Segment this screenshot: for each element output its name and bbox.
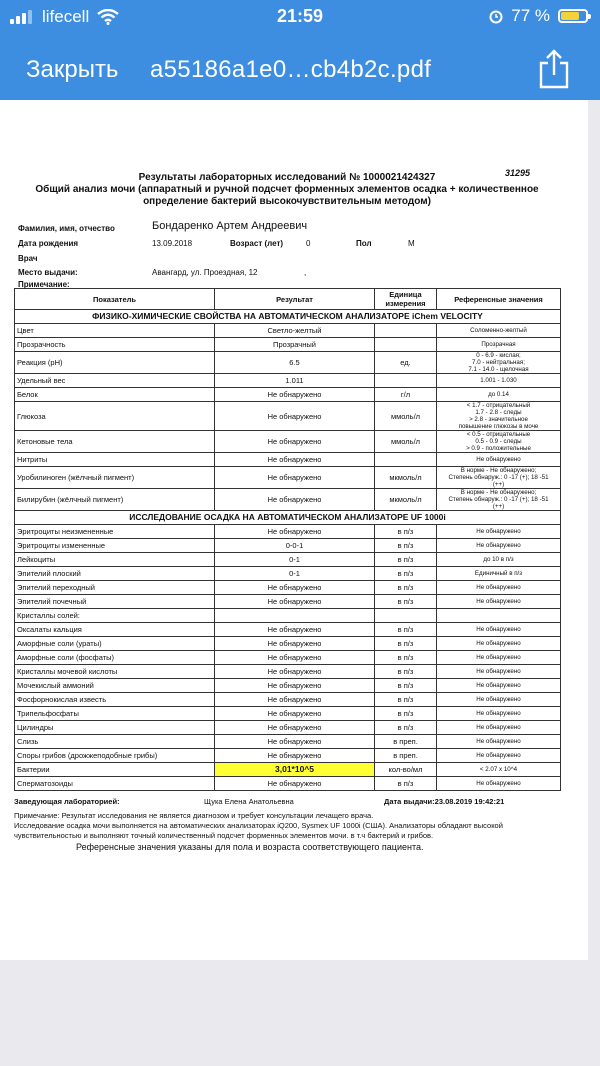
cell-unit: в п/з: [375, 581, 437, 595]
cell-name: Нитриты: [15, 453, 215, 467]
cell-name: Эритроциты неизмененные: [15, 525, 215, 539]
cell-unit: в п/з: [375, 539, 437, 553]
cell-ref: Не обнаружено: [437, 539, 561, 553]
cell-name: Мочекислый аммоний: [15, 679, 215, 693]
lab-report: [14, 168, 560, 852]
col-header: Единица измерения: [375, 289, 437, 310]
cell-result: Не обнаружено: [215, 595, 375, 609]
cell-ref: Не обнаружено: [437, 721, 561, 735]
table-row: [15, 525, 561, 539]
sex-label: Пол: [356, 239, 372, 248]
table-row: [15, 374, 561, 388]
issue-date: Дата выдачи:23.08.2019 19:42:21: [384, 797, 505, 806]
table-row: [15, 453, 561, 467]
cell-ref: Соломенно-желтый: [437, 324, 561, 338]
cell-result: Не обнаружено: [215, 489, 375, 511]
cell-name: Кристаллы солей:: [15, 609, 215, 623]
cell-result: 6.5: [215, 352, 375, 374]
table-row: [15, 707, 561, 721]
cell-ref: Не обнаружено: [437, 623, 561, 637]
cell-ref: < 0.5 - отрицательные 0.5 - 0.9 - следы > 0.9 - положительные: [437, 431, 561, 453]
cell-unit: кол-во/мл: [375, 763, 437, 777]
cell-name: Лейкоциты: [15, 553, 215, 567]
sex-value: М: [408, 239, 415, 248]
cell-unit: мкмоль/л: [375, 489, 437, 511]
close-button[interactable]: Закрыть: [26, 56, 119, 83]
cell-result: Не обнаружено: [215, 693, 375, 707]
table-row: [15, 735, 561, 749]
cell-ref: Прозрачная: [437, 338, 561, 352]
table-row: [15, 721, 561, 735]
cell-unit: в п/з: [375, 693, 437, 707]
cell-ref: до 0.14: [437, 388, 561, 402]
cell-result: 3,01*10^5: [215, 763, 375, 777]
patient-name: Бондаренко Артем Андреевич: [152, 220, 308, 232]
cell-name: Эпителий плоский: [15, 567, 215, 581]
cell-unit: в п/з: [375, 665, 437, 679]
cell-unit: в п/з: [375, 525, 437, 539]
cell-unit: в п/з: [375, 595, 437, 609]
place-comma: ,: [304, 268, 307, 277]
cell-ref: Не обнаружено: [437, 735, 561, 749]
age-label: Возраст (лет): [230, 239, 284, 248]
cell-ref: Не обнаружено: [437, 749, 561, 763]
cell-name: Сперматозоиды: [15, 777, 215, 791]
table-row: [15, 553, 561, 567]
cell-ref: Не обнаружено: [437, 777, 561, 791]
cell-name: Эпителий почечный: [15, 595, 215, 609]
cell-unit: в преп.: [375, 735, 437, 749]
col-header: Показатель: [15, 289, 215, 310]
cell-name: Слизь: [15, 735, 215, 749]
table-row: [15, 637, 561, 651]
cell-unit: в п/з: [375, 651, 437, 665]
table-row: [15, 777, 561, 791]
table-row: [15, 431, 561, 453]
cell-name: Эпителий переходный: [15, 581, 215, 595]
cell-ref: Не обнаружено: [437, 651, 561, 665]
table-row: [15, 763, 561, 777]
cell-unit: в п/з: [375, 623, 437, 637]
clock: 21:59: [276, 6, 324, 26]
battery-level: [561, 12, 579, 20]
cell-name: Глюкоза: [15, 402, 215, 431]
cell-ref: Не обнаружено: [437, 693, 561, 707]
cell-result: 0-1: [215, 567, 375, 581]
alarm-icon: [488, 8, 504, 24]
cell-result: Не обнаружено: [215, 665, 375, 679]
cell-name: Прозрачность: [15, 338, 215, 352]
cell-unit: в п/з: [375, 553, 437, 567]
table-row: [15, 338, 561, 352]
cell-name: Бактерии: [15, 763, 215, 777]
fio-label: Фамилия, имя, отчество: [18, 224, 115, 233]
table-row: [15, 693, 561, 707]
col-header: Результат: [215, 289, 375, 310]
cell-unit: в п/з: [375, 777, 437, 791]
head-label: Заведующая лабораторией:: [14, 797, 120, 806]
battery-info: [488, 6, 588, 26]
cell-name: Кристаллы мочевой кислоты: [15, 665, 215, 679]
cell-result: 0-0-1: [215, 539, 375, 553]
note-1: Примечание: Результат исследования не является диагнозом и требует консультации лечащего врача.: [14, 811, 374, 820]
cell-unit: в п/з: [375, 679, 437, 693]
cell-unit: ммоль/л: [375, 402, 437, 431]
report-subtitle-2: определение бактерий высокочувствительным методом): [143, 196, 431, 207]
cell-name: Трипельфосфаты: [15, 707, 215, 721]
cell-ref: до 10 в п/з: [437, 553, 561, 567]
cell-ref: < 1.7 - отрицательный 1.7 - 2.8 - следы > 2.8 - значительное повышение глюкозы в моче: [437, 402, 561, 431]
cell-ref: Не обнаружено: [437, 679, 561, 693]
cell-name: Аморфные соли (фосфаты): [15, 651, 215, 665]
section-title: ФИЗИКО-ХИМИЧЕСКИЕ СВОЙСТВА НА АВТОМАТИЧЕСКОМ АНАЛИЗАТОРЕ iChem VELOCITY: [15, 310, 561, 324]
cell-ref: Не обнаружено: [437, 665, 561, 679]
age-value: 0: [306, 239, 311, 248]
secondary-number: 31295: [504, 168, 530, 178]
app-header: [0, 0, 600, 100]
cell-result: Не обнаружено: [215, 402, 375, 431]
cell-ref: В норме - Не обнаружено; Степень обнаруж.: 0 -17 (+); 18 -51 (++): [437, 489, 561, 511]
cell-name: Фосфорнокислая известь: [15, 693, 215, 707]
cell-ref: [437, 609, 561, 623]
cell-ref: 1.001 - 1.030: [437, 374, 561, 388]
cell-result: Не обнаружено: [215, 467, 375, 489]
dob-value: 13.09.2018: [152, 239, 193, 248]
section-header: [15, 310, 561, 324]
dob-label: Дата рождения: [18, 239, 79, 248]
cell-result: Не обнаружено: [215, 453, 375, 467]
cell-ref: В норме - Не обнаружено; Степень обнаруж.: 0 -17 (+); 18 -51 (++): [437, 467, 561, 489]
table-row: [15, 402, 561, 431]
cell-ref: Не обнаружено: [437, 525, 561, 539]
document-filename: a55186a1e0…cb4b2c.pdf: [150, 56, 432, 83]
cell-name: Споры грибов (дрожжеподобные грибы): [15, 749, 215, 763]
cell-unit: в п/з: [375, 637, 437, 651]
table-row: [15, 388, 561, 402]
cell-name: Цвет: [15, 324, 215, 338]
cell-ref: Не обнаружено: [437, 637, 561, 651]
table-row: [15, 324, 561, 338]
cell-result: 0-1: [215, 553, 375, 567]
table-row: [15, 489, 561, 511]
doctor-label: Врач: [18, 254, 38, 263]
cell-result: 1.011: [215, 374, 375, 388]
cell-name: Оксалаты кальция: [15, 623, 215, 637]
cell-result: Не обнаружено: [215, 651, 375, 665]
section-header: [15, 511, 561, 525]
cell-result: Не обнаружено: [215, 721, 375, 735]
head-name: Щука Елена Анатольевна: [204, 797, 294, 806]
nav-bar: [0, 38, 600, 98]
cell-result: Не обнаружено: [215, 431, 375, 453]
carrier-name: lifecell: [42, 7, 90, 26]
note-label: Примечание:: [18, 280, 70, 289]
report-footer: [14, 797, 560, 852]
cell-unit: [375, 374, 437, 388]
cell-name: Реакция (pH): [15, 352, 215, 374]
cell-result: Не обнаружено: [215, 525, 375, 539]
cell-unit: [375, 338, 437, 352]
pdf-page[interactable]: [0, 100, 588, 960]
table-row: [15, 467, 561, 489]
table-row: [15, 567, 561, 581]
table-row: [15, 679, 561, 693]
cell-result: Не обнаружено: [215, 637, 375, 651]
cell-name: Кетоновые тела: [15, 431, 215, 453]
cell-unit: [375, 324, 437, 338]
cell-ref: Не обнаружено: [437, 595, 561, 609]
table-header: [15, 289, 561, 310]
note-2: Исследование осадка мочи выполняется на автоматических анализаторах iQ200, Sysmex UF 1000i (США). Анализаторы обладают высокой чувствительностью и выполняют точный количественный подсчет форменных элементов мочи. в т.ч бактерий и грибов.: [14, 821, 503, 840]
table-row: [15, 665, 561, 679]
cell-unit: в п/з: [375, 567, 437, 581]
cell-result: Не обнаружено: [215, 777, 375, 791]
cell-result: Прозрачный: [215, 338, 375, 352]
cell-unit: г/л: [375, 388, 437, 402]
battery-percent: 77 %: [511, 6, 550, 25]
cell-unit: мкмоль/л: [375, 467, 437, 489]
cell-unit: в преп.: [375, 749, 437, 763]
cell-unit: [375, 453, 437, 467]
report-number: Результаты лабораторных исследований № 1000021424327: [138, 172, 436, 183]
cell-unit: в п/з: [375, 721, 437, 735]
cell-unit: ед.: [375, 352, 437, 374]
battery-icon: [558, 9, 588, 23]
table-row: [15, 623, 561, 637]
cell-name: Цилиндры: [15, 721, 215, 735]
share-icon[interactable]: [536, 48, 572, 90]
cell-result: Не обнаружено: [215, 707, 375, 721]
cell-name: Эритроциты измененные: [15, 539, 215, 553]
table-row: [15, 749, 561, 763]
table-row: [15, 539, 561, 553]
cell-ref: Единичный в п/з: [437, 567, 561, 581]
cell-result: Не обнаружено: [215, 623, 375, 637]
cell-ref: Не обнаружено: [437, 707, 561, 721]
cell-result: Не обнаружено: [215, 581, 375, 595]
reference-note: Референсные значения указаны для пола и возраста соответствующего пациента.: [76, 842, 424, 852]
cell-unit: [375, 609, 437, 623]
cell-ref: 0 - 6.9 - кислая; 7.0 - нейтральная; 7.1 - 14.0 - щелочная: [437, 352, 561, 374]
report-title: [14, 168, 560, 184]
cell-name: Белок: [15, 388, 215, 402]
cell-name: Уробилиноген (жёлчный пигмент): [15, 467, 215, 489]
table-row: [15, 595, 561, 609]
table-row: [15, 609, 561, 623]
cell-name: Удельный вес: [15, 374, 215, 388]
cell-name: Билирубин (жёлчный пигмент): [15, 489, 215, 511]
cell-result: Светло-желтый: [215, 324, 375, 338]
place-value: Авангард, ул. Проездная, 12: [152, 268, 258, 277]
cell-name: Аморфные соли (ураты): [15, 637, 215, 651]
cell-ref: Не обнаружено: [437, 581, 561, 595]
cell-result: Не обнаружено: [215, 388, 375, 402]
cell-unit: ммоль/л: [375, 431, 437, 453]
cell-result: Не обнаружено: [215, 749, 375, 763]
report-subtitle-1: Общий анализ мочи (аппаратный и ручной подсчет форменных элементов осадка + количественное: [35, 184, 539, 195]
cell-result: Не обнаружено: [215, 679, 375, 693]
status-bar: [0, 0, 600, 34]
place-label: Место выдачи:: [18, 268, 78, 277]
section-title: ИССЛЕДОВАНИЕ ОСАДКА НА АВТОМАТИЧЕСКОМ АНАЛИЗАТОРЕ UF 1000i: [15, 511, 561, 525]
cell-result: Не обнаружено: [215, 735, 375, 749]
table-row: [15, 581, 561, 595]
cell-result: [215, 609, 375, 623]
table-row: [15, 352, 561, 374]
results-table: [14, 288, 561, 791]
patient-info: [14, 220, 560, 288]
cell-ref: Не обнаружено: [437, 453, 561, 467]
cell-unit: в п/з: [375, 707, 437, 721]
table-row: [15, 651, 561, 665]
cell-ref: < 2.07 x 10^4: [437, 763, 561, 777]
col-header: Референсные значения: [437, 289, 561, 310]
